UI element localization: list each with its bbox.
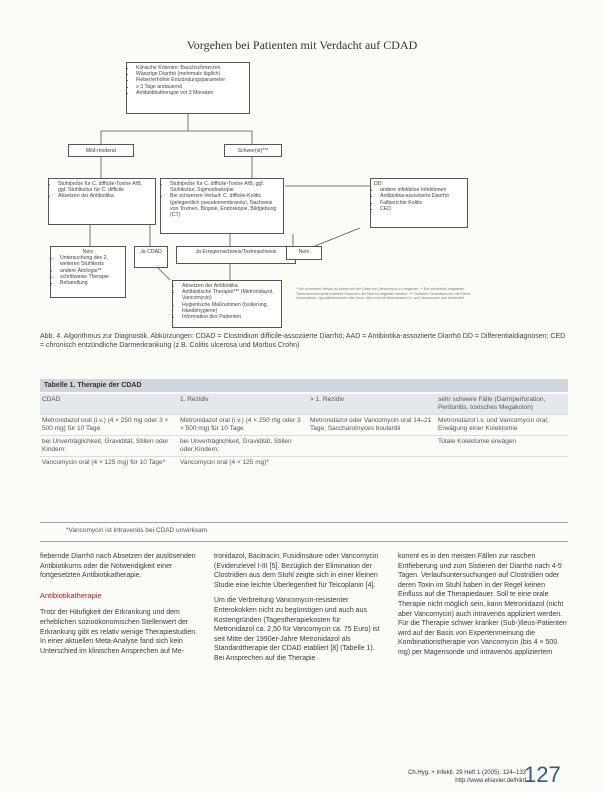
flow-therapy-box xyxy=(172,280,282,328)
flow-top-item: • Fieber/erhöhte Entzündungsparameter xyxy=(136,77,246,83)
table-header-cell: sehr schwere Fälle (Darmperforation, Peritonitis, toxisches Megakolon) xyxy=(436,394,568,415)
table-cell: Metronidazol oral (i.v.) (4 × 250 mg oder 3 × 500 mg) für 10 Tage xyxy=(40,415,178,436)
flow-top-box xyxy=(126,62,250,114)
flow-severe-detail-box xyxy=(160,178,284,234)
page-number: 127 xyxy=(524,762,561,787)
table-row xyxy=(40,415,568,436)
table-cell: bei Unverträglichkeit, Gravidität, Stillen oder Kindern: xyxy=(40,436,178,457)
table-header-row xyxy=(40,394,568,415)
flow-no-item: • schrittweise Therapie xyxy=(60,274,122,280)
flow-top-item: • Klinische Kriterien: Bauchschmerzen xyxy=(136,65,246,71)
table-cell xyxy=(308,457,436,470)
table-cell: Vancomycin oral (4 × 125 mg)* xyxy=(178,457,308,470)
flow-dd-item: • CED xyxy=(380,206,464,212)
body-paragraph: tronidazol, Bacitracin, Fusidinsäure oder Vancomycin (Evidenzlevel I-III [5]. Bezüglich der Elimination der Clostridien aus dem Stuhl zeigte sich in einer kleinen Studie eine leichte Überlegenheit für Teicoplanin [4]. xyxy=(214,553,379,589)
table-row xyxy=(40,436,568,457)
flow-mild-detail-box xyxy=(48,178,156,225)
flow-severe-box: Schwer(st)*** xyxy=(224,144,282,157)
table-rule xyxy=(40,522,568,523)
body-column-3 xyxy=(398,552,568,658)
flow-therapy-item: • Hygienische Maßnahmen (Isolierung, Händehygiene) xyxy=(182,302,278,314)
table-header-cell: > 1. Rezidiv xyxy=(308,394,436,415)
body-paragraph: Trotz der Häufigkeit der Erkrankung und dem erheblichen sozioökonomischen Stellenwert der Erkrankung gibt es relativ wenige Therapiestudien. In einer aktuellen Meta-Analyse fand sich kein Unterschied im klinischen Ansprechen auf Me- xyxy=(40,609,198,655)
flow-no-box xyxy=(50,246,126,298)
table-cell: Metronidazol oral (i.v.) (4 × 250 mg oder 3 × 500 mg) für 10 Tage xyxy=(178,415,308,436)
flow-no-heading: Nein xyxy=(82,249,94,255)
flow-mild-item: • Absetzen der Antibiotika xyxy=(58,193,152,199)
body-column-2 xyxy=(214,552,382,664)
table-cell: Vancomycin oral (4 × 125 mg) für 10 Tage* xyxy=(40,457,178,470)
table-cell xyxy=(308,436,436,457)
flow-dd-box xyxy=(370,178,468,228)
table-header-cell: 1. Rezidiv xyxy=(178,394,308,415)
flow-top-item: • Antibiotikatherapie vor 3 Monaten xyxy=(136,90,246,96)
flow-severe-item: • Stuhlprobe für C. difficile-Toxine A/B, ggf. Stuhlkultur, Sigmoidoskopie xyxy=(170,181,280,193)
flow-no-item: • andere Ätiologie** xyxy=(60,268,122,274)
flow-mild-box: Mild-moderat xyxy=(68,144,134,157)
flow-therapy-item: • Information des Patienten xyxy=(182,314,278,320)
table-footnote: *Vancomycin ist intravenös bei CDAD unwirksam xyxy=(66,527,208,534)
flow-nein-box: Nein xyxy=(286,246,322,260)
flow-dd-item: • Antibiotika-assoziierte Diarrhö xyxy=(380,193,464,199)
table-cell: Metronidazol oder Vancomycin oral 14–21 Tage; Saccharomyces boulardii xyxy=(308,415,436,436)
flow-therapy-item: • Absetzen der Antibiotika xyxy=(182,283,278,289)
body-paragraph: fiebernde Diarrhö nach Absetzen der auslösenden Antibiotikums oder die Notwendigkeit einer fortgesetzten Antibiotikatherapie. xyxy=(40,553,196,580)
table-cell: bei Unverträglichkeit, Gravidität, Stillen oder Kindern: xyxy=(178,436,308,457)
table-bottom-rule xyxy=(40,541,568,542)
flow-mild-item: • Stuhlprobe für C. difficile-Toxine A/B, ggf. Stuhlkultur für C. difficile xyxy=(58,181,152,193)
citation-text: Ch.Hyg. + Infektl. 29 Heft 1 (2005): 124–133 xyxy=(408,770,526,776)
table-cell: Totale Kolektomie erwägen xyxy=(436,436,568,457)
section-heading: Antibiotikatherapie xyxy=(40,590,102,600)
flowchart-title: Vorgehen bei Patienten mit Verdacht auf CDAD xyxy=(186,38,418,52)
flow-severe-item: • Bei schwerem Verlauf: C. difficile-Kolitis (gelegentlich pseudomembranös), Nachweis von Toxinen, Biopsie, Endoskopie, Bildgebung (CT) xyxy=(170,193,280,218)
flow-no-item: • Untersuchung des 2. weiteren Stuhltests xyxy=(60,255,122,267)
flow-top-item: • ≥ 3 Tage andauernd xyxy=(136,84,246,90)
flowchart-footnote: * Bei schwerem Verlauf ist primär mit der Gabe von Vancomycin zu beginnen. ** Bei wiederholt negativem Toxinnachweis sollten weitere Ursachen der Diarrhö abgeklärt werden. *** Schwere Verlaufsformen mit Fieber, Leukozytose, Hypoalbuminämie oder Ileus; dies wird mit Metronidazol i.v. und Vancomycin oral behandelt. xyxy=(296,287,472,301)
table-row xyxy=(40,457,568,470)
table-header-cell: CDAD xyxy=(40,394,178,415)
journal-url[interactable]: http://www.elsevier.de/hiinf xyxy=(455,777,526,784)
flow-dd-item: • Fallberichte Kolitis xyxy=(380,200,464,206)
flow-top-item: • Wässrige Diarrhö (mehrmals täglich) xyxy=(136,71,246,77)
therapy-table xyxy=(40,394,568,469)
figure-caption: Abb. 4. Algorithmus zur Diagnostik. Abkürzungen: CDAD = Clostridium difficile-assoziierte Diarrhö; AAD = Antibiotika-assoziierte Diarrhö DD = Differentialdiagnosen; CED = chronisch entzündliche Darmerkrankung (z.B. Colitis ulcerosa und Morbus Crohn) xyxy=(40,333,566,349)
table-title: Tabelle 1. Therapie der CDAD xyxy=(40,379,568,392)
flow-therapy-item: • Antibiotische Therapie*** (Metronidazol, Vancomycin) xyxy=(182,289,278,301)
journal-citation xyxy=(408,770,526,785)
flow-ja-box: Ja Erregernachweis/Toxinnachweis xyxy=(176,246,296,264)
flow-cdad-box: Ja CDAD xyxy=(134,246,168,268)
flow-no-item: • Behandlung xyxy=(60,280,122,286)
table-cell xyxy=(436,457,568,470)
body-paragraph: Um die Verbreitung Vancomycin-resistenter Enterokokken nicht zu begünstigen und auch aus Kostengründen (Tagestherapiekosten für Metronidazol ca. 2,50 für Vancomycin ca. 75 Euro) ist seit Mitte der 1990er-Jahre Metronidazol als Standardtherapie der CDAD etabliert [8] (Tabelle 1). Bei Ansprechen auf die Therapie xyxy=(214,597,380,662)
flow-dd-heading: DD: xyxy=(374,181,383,187)
body-column-1 xyxy=(40,552,200,656)
body-paragraph: kommt es in den meisten Fällen zur raschen Entfieberung und zum Sistieren der Diarrhö nach 4-5 Tagen. Verlaufsuntersuchungen auf Clostridien oder deren Toxin im Stuhl haben in der Regel keinen Einfluss auf die Therapiedauer. Soll te eine orale Therapie nicht möglich sein, kann Metronidazol (nicht aber Vancomycin) auch intravenös appliziert werden. Für die Therapie schwer kranker (Sub-)Ileus-Patienten wird auf der Basis von Expertenmeinung die Kombinationstherapie von Vancomycin (bis 4 × 500 mg) per Magensonde und intravenös appliziertem xyxy=(398,553,567,656)
table-cell: Metronidazol i.v. und Vancomycin oral; Erwägung einer Kolektomie xyxy=(436,415,568,436)
flow-dd-item: • andere infektiöse Infektionen xyxy=(380,187,464,193)
